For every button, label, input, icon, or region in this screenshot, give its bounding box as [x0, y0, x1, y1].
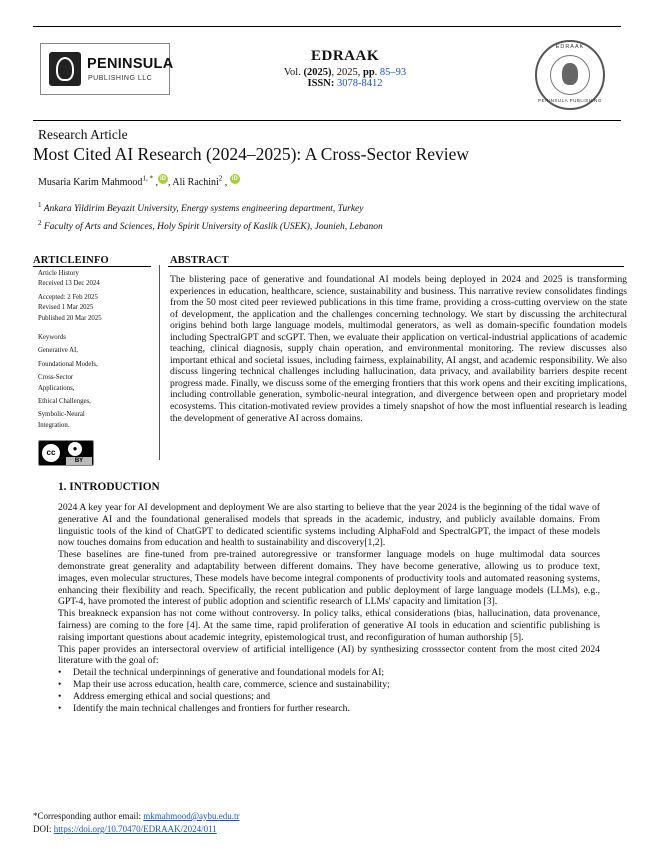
abstract-text: The blistering pace of generative and foundational AI models being deployed in 2024 and 2025 is transforming experiences in education, healthcare, science, sustainability and business. This narrative review consolidates findings from the 50 most cited peer reviewed publications in this time frame, providing a cross-cutting overview on the state of development, the application and the challenges concerning technology. We start by discussing the architectural origins behind both large language models, multimodal generators, as well as domain-specific foundation models including SpectralGPT and scGPT. Then, we evaluate their application on vertical-industrial applications of academic teaching, clinical diagnosis, supply chain operation, and environmental monitoring. The review discusses also important ethical and societal issues, including fairness, explainability, AI angst, and academic responsibility. We also discuss lingering technical challenges including hallucination, data privacy, and availability barriers despite recent progress made. Finally, we discuss some of the emerging frontiers that this work opens and their exciting implications, including controllable generation, symbolic-neural integration, and divergence between open and proprietary model ecosystems. This citation-motivated review provides a timely snapshot of how the most influential research is leading the development of generative AI across domains.	[170, 274, 627, 424]
author-name: Musaria Karim Mahmood	[38, 177, 143, 188]
cc-by-license-badge[interactable]	[38, 440, 94, 466]
author-sep: ,	[152, 177, 158, 188]
publisher-name: PENINSULA	[87, 56, 174, 72]
author-sep: ,	[222, 177, 228, 188]
column-divider	[159, 265, 160, 460]
abstract-rule	[168, 266, 624, 267]
abstract-heading: ABSTRACT	[170, 255, 229, 266]
author-sup: 2	[218, 174, 223, 183]
by-label: BY	[66, 457, 92, 465]
history-accepted: Accepted: 2 Feb 2025	[38, 293, 98, 301]
header-bottom-rule	[33, 120, 621, 121]
journal-seal	[535, 40, 605, 110]
issn-label: ISSN:	[307, 78, 337, 89]
history-published: Published 20 Mar 2025	[38, 314, 102, 322]
article-info-column	[38, 269, 148, 435]
list-item: • Identify the main technical challenges and frontiers for further research.	[73, 703, 600, 715]
issn-line	[230, 78, 460, 89]
author-name: Ali Rachini	[172, 177, 219, 188]
affiliation-number: 1	[38, 201, 42, 209]
list-item: • Map their use across education, health care, commerce, science and sustainability;	[73, 679, 600, 691]
affiliation-text: Ankara Yildirim Beyazit University, Energy systems engineering department, Turkey	[43, 204, 364, 215]
publisher-subtitle: PUBLISHING LLC	[88, 75, 153, 82]
pp-dot: .	[374, 67, 380, 78]
volume-line	[230, 67, 460, 78]
keywords-label: Keywords	[38, 334, 66, 342]
history-label: Article History	[38, 270, 79, 277]
doi-label: DOI:	[33, 824, 54, 834]
volume-year: (2025)	[303, 67, 332, 78]
doi-link[interactable]: https://doi.org/10.70470/EDRAAK/2024/011	[53, 824, 217, 834]
issn-link[interactable]: 3078-8412	[336, 78, 383, 89]
page-range-link[interactable]: 85–93	[379, 67, 407, 78]
history-group	[38, 269, 148, 324]
author-line	[38, 174, 240, 188]
person-icon: ●	[68, 442, 82, 456]
seal-top-text: EDRAAK	[555, 44, 585, 50]
cc-icon: cc	[42, 444, 60, 462]
pp-label: pp	[362, 67, 375, 78]
author-email-link[interactable]: mkmahmood@aybu.edu.tr	[143, 811, 240, 821]
affiliation-number: 2	[38, 219, 42, 227]
paragraph: This breakneck expansion has not come without controversy. In policy talks, ethical considerations (bias, hallucination, data provenance, fairness) are coming to the fore [4]. At the same time, rapid proliferation of generative AI tools in education and scientific publishing is raising important questions about academic integrity, epistemological trust, and reconfiguration of human authorship [5].	[58, 608, 600, 643]
history-revised: Revised 1 Mar 2025	[38, 304, 94, 312]
journal-block	[230, 48, 460, 89]
affiliation-text: Faculty of Arts and Sciences, Holy Spirit University of Kaslik (USEK), Jounieh, Lebanon	[43, 222, 383, 233]
affiliation	[38, 201, 364, 214]
volume-mid: , 2025,	[331, 67, 363, 78]
keyword: Foundational Models,	[38, 360, 98, 368]
orcid-icon[interactable]: iD	[231, 176, 238, 182]
keyword: Symbolic-Neural Integration.	[38, 411, 85, 429]
list-item: • Address emerging ethical and social questions; and	[73, 691, 600, 703]
seal-portrait-icon	[562, 63, 578, 85]
keyword: Cross-Sector Applications,	[38, 374, 75, 392]
introduction-heading: 1. INTRODUCTION	[58, 481, 160, 493]
list-item: • Detail the technical underpinnings of generative and foundational models for AI;	[73, 667, 600, 679]
paragraph: 2024 A key year for AI development and deployment We are also starting to believe that the year 2024 is the beginning of the tidal wave of generative AI and the foundational generalised models that spreads in the academic, industry, and publicly available domains. From linguistic tools of the kind of ChatGPT to dedicated scientific systems including AlphaFold and SpectralGPT, the impact of these models now touches domains from education and health to sustainability and discovery[1,2].	[58, 502, 600, 549]
article-info-heading: ARTICLEINFO	[33, 255, 109, 266]
volume-prefix: Vol.	[283, 67, 304, 78]
doi-line	[33, 824, 217, 834]
peninsula-logo-icon	[49, 52, 81, 86]
orcid-icon[interactable]: iD	[159, 176, 166, 182]
seal-bottom-text: PENINSULA PUBLISHING	[538, 98, 602, 103]
article-type: Research Article	[38, 127, 128, 142]
keywords-group	[38, 333, 148, 431]
keyword: Generative AI,	[38, 347, 79, 355]
affiliation	[38, 219, 383, 232]
author-joiner: ,	[167, 177, 173, 188]
keyword: Ethical Challenges,	[38, 398, 91, 406]
paragraph: These baselines are fine-tuned from pre-trained autoregressive or transformer language models on huge multimodal data sources demonstrate great generality and adaptability between different domains. They have become generative, allowing us to produce text, images, even molecular structures, These models have become integral components of productivity tools and automated reasoning systems, enhancing their flexibility and reach. Specifically, the recent publication and public deployment of large language models (LLMs), e.g., GPT-4, have promoted the interest of public adoption and scientific research of LLMs' capacity and limitation [3].	[58, 549, 600, 608]
corresponding-label: *Corresponding author email:	[33, 811, 144, 821]
seal-emblem-icon	[550, 55, 590, 95]
introduction-body	[58, 502, 600, 714]
author-sup: 1, *	[142, 174, 153, 183]
journal-name: EDRAAK	[310, 48, 379, 64]
publisher-logo	[40, 43, 174, 95]
corresponding-author	[33, 811, 240, 821]
header-top-rule	[33, 26, 621, 27]
paragraph: This paper provides an intersectoral overview of artificial intelligence (AI) by synthesizing crosssector content from the most cited 2024 literature with the goal of:	[58, 643, 600, 667]
article-info-rule	[33, 266, 151, 267]
goal-list	[58, 667, 600, 714]
history-received: Received 13 Dec 2024	[38, 280, 100, 288]
article-title: Most Cited AI Research (2024–2025): A Cross-Sector Review	[33, 144, 469, 164]
